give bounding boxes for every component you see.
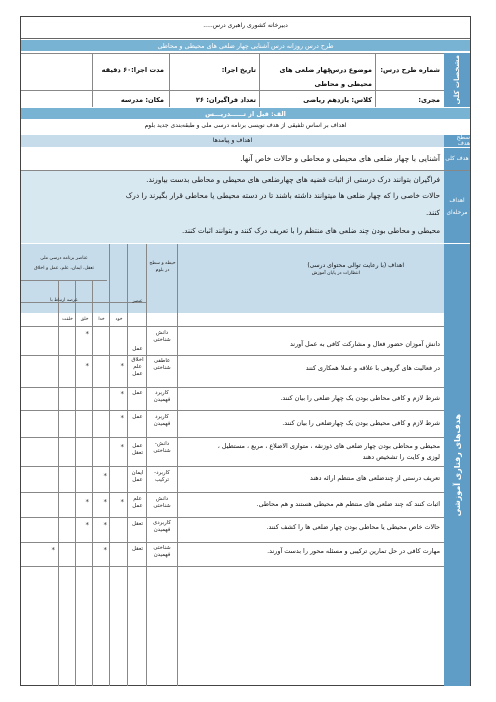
mark-row-6: *	[103, 472, 107, 480]
element-row-6: ایمان عمل	[131, 470, 144, 483]
goal-row-4: شرط لازم و کافی محیطی بودن یک چهارضلعی را بیان کنند.	[282, 419, 440, 427]
goal-row-3: شرط لازم و کافی محاطی بودن یک چهار ضلعی را بیان کنند.	[280, 394, 440, 402]
mark-row-7b: *	[103, 498, 107, 506]
goal-row-9: مهارت کافی در حل تمارین ترکیبی و مسئله محور را بدست آورند.	[267, 547, 440, 555]
goal-row-2: در فعالیت های گروهی با علاقه و عملا همکاری کنند	[305, 364, 440, 372]
domain-row-8: کاربردی فهمیدن	[153, 520, 171, 533]
grade: کلاس: یازدهم ریاضی	[303, 96, 372, 104]
goal-row-7: اثبات کنند که چند ضلعی های منتظم هم محیطی هستند و هم محاطی.	[256, 500, 440, 508]
plan-number-label: شماره طرح درس:	[380, 66, 440, 74]
col-areas-header: عرصه ارتباط با	[50, 298, 78, 303]
domain-row-1: دانش شناختی	[153, 330, 171, 343]
mark-row-7c: *	[85, 498, 89, 506]
element-row-9: تعقل	[132, 546, 143, 552]
element-row-1: عمل	[132, 346, 143, 352]
stage-goal-3: محیطی و محاطی بودن چند ضلعی های منتظم را با تعریف درک کنند و بتوانند اثبات کنند.	[182, 226, 440, 235]
area-creation: خلقت	[62, 317, 73, 322]
col-elements-title: عناصر برنامه درسی ملی	[40, 256, 88, 261]
date-label: تاریخ اجرا:	[221, 66, 256, 74]
mark-row-7a: *	[120, 498, 124, 506]
domain-row-5: دانش- شناختی	[153, 441, 171, 454]
goal-row-5a: محیطی و محاطی بودن چهار ضلعی های ذوزنقه ، متوازی الاضلاع ، مربع ، مستطیل ،	[217, 442, 440, 450]
area-self: خود	[115, 317, 123, 322]
mark-row-3: *	[120, 390, 124, 398]
stage-goals-label: اهداف مرحله‌ای	[444, 171, 470, 243]
mark-row-2b: *	[85, 362, 89, 370]
stage-goal-1: فراگیران بتوانند درک درستی از اثبات قضیه های چهارضلعی های محیطی و محاطی بدست بیاورند.	[146, 175, 440, 184]
domain-row-6: کاربرد- ترکیب	[154, 470, 170, 483]
stage-goal-2b: کنند.	[425, 208, 440, 217]
executor-label: مجری:	[418, 96, 440, 104]
topic-label: موضوع درس:	[327, 66, 372, 74]
goal-row-1: دانش آموزان حضور فعال و مشارکت کافی به عمل آورند	[289, 340, 440, 348]
mark-row-8b: *	[85, 521, 89, 529]
info-block	[21, 53, 444, 107]
col-goal-subheader: انتظارات در پایان آموزش	[311, 271, 360, 276]
mark-row-8a: *	[103, 521, 107, 529]
area-god: خدا	[98, 317, 105, 322]
learners: تعداد فراگیران: ۲۶	[195, 96, 256, 104]
mark-row-1: *	[85, 330, 89, 338]
goals-header: اهداف و پیامدها	[21, 135, 444, 147]
before-teaching-band: الف: قبل از تــــــدریـــس	[21, 108, 470, 119]
plan-title: طرح درس روزانه درس آشنایی چهار ضلعی های محیطی و محاطی	[21, 40, 470, 51]
duration: مدت اجرا:۶۰ دقیقه	[101, 66, 164, 74]
place: مکان: مدرسه	[120, 96, 164, 104]
col-domain-header: حیطه و سطح در بلوم	[149, 261, 176, 273]
topic-value-line1: چهار ضلعی های	[279, 66, 332, 74]
school-line: دبیرخانه کشوری راهبری درس.....	[203, 22, 288, 29]
element-row-5: عمل تعقل	[132, 443, 143, 456]
stage-goal-2a: حالات خاصی را که چهار ضلعی ها میتوانند داشته باشند تا در دسته محیطی یا محاطی قرار بگیرند را درک	[125, 191, 440, 200]
goal-row-6: تعریف درستی از چندضلعی های منتظم ارائه دهند	[309, 474, 440, 482]
area-people: خلق	[80, 317, 89, 322]
general-goal-label: هدف کلی	[444, 148, 470, 170]
element-row-2: اخلاق علم عمل	[131, 357, 144, 377]
behavioral-table	[21, 244, 444, 686]
lesson-plan-page	[20, 16, 471, 686]
domain-row-7: دانش شناختی	[153, 496, 171, 509]
col-goal-header: اهداف (با رعایت توالی محتوای درسی)	[307, 262, 404, 269]
mark-row-9a: *	[103, 546, 107, 554]
element-row-3: عمل	[132, 390, 143, 396]
mark-row-9b: *	[51, 546, 55, 554]
topic-value-line2: محیطی و محاطی	[314, 80, 372, 88]
general-info-side: مشخصات کلی	[444, 53, 470, 107]
goal-row-8: حالات خاص محیطی یا محاطی بودن چهار ضلعی ها را کشف کنند.	[266, 523, 440, 531]
goal-row-5b: لوزی و کایت را تشخیص دهند	[362, 453, 440, 461]
stage-goals-block	[21, 171, 444, 243]
domain-row-2: عاطفی شناختی	[153, 358, 171, 371]
domain-row-4: کاربرد فهمیدن	[153, 414, 171, 427]
goal-level-label: سطح هدف	[444, 135, 470, 147]
goals-source: اهداف بر اساس تلفیقی از هدف نویسی برنامه درسی ملی و طبقه‌بندی جدید بلوم	[144, 122, 347, 129]
mark-row-4: *	[120, 414, 124, 422]
col-elements-sub: تعقل، ایمان، علم، عمل و اخلاق	[34, 266, 94, 271]
behavioral-goals-label: هدف‌های رفتاری آموزشی	[444, 244, 470, 686]
element-row-8: تعقل	[132, 521, 143, 527]
col-element-header: عنصر	[132, 299, 143, 304]
element-row-4: عمل	[132, 414, 143, 420]
general-goal-text: آشنایی با چهار ضلعی های محیطی و محاطی و حالات خاص آنها.	[240, 154, 440, 163]
mark-row-2a: *	[120, 362, 124, 370]
element-row-7: علم عمل	[132, 496, 143, 509]
domain-row-9: شناختی فهمیدن	[153, 545, 171, 558]
mark-row-5: *	[120, 443, 124, 451]
domain-row-3: کاربرد فهمیدن	[153, 390, 171, 403]
